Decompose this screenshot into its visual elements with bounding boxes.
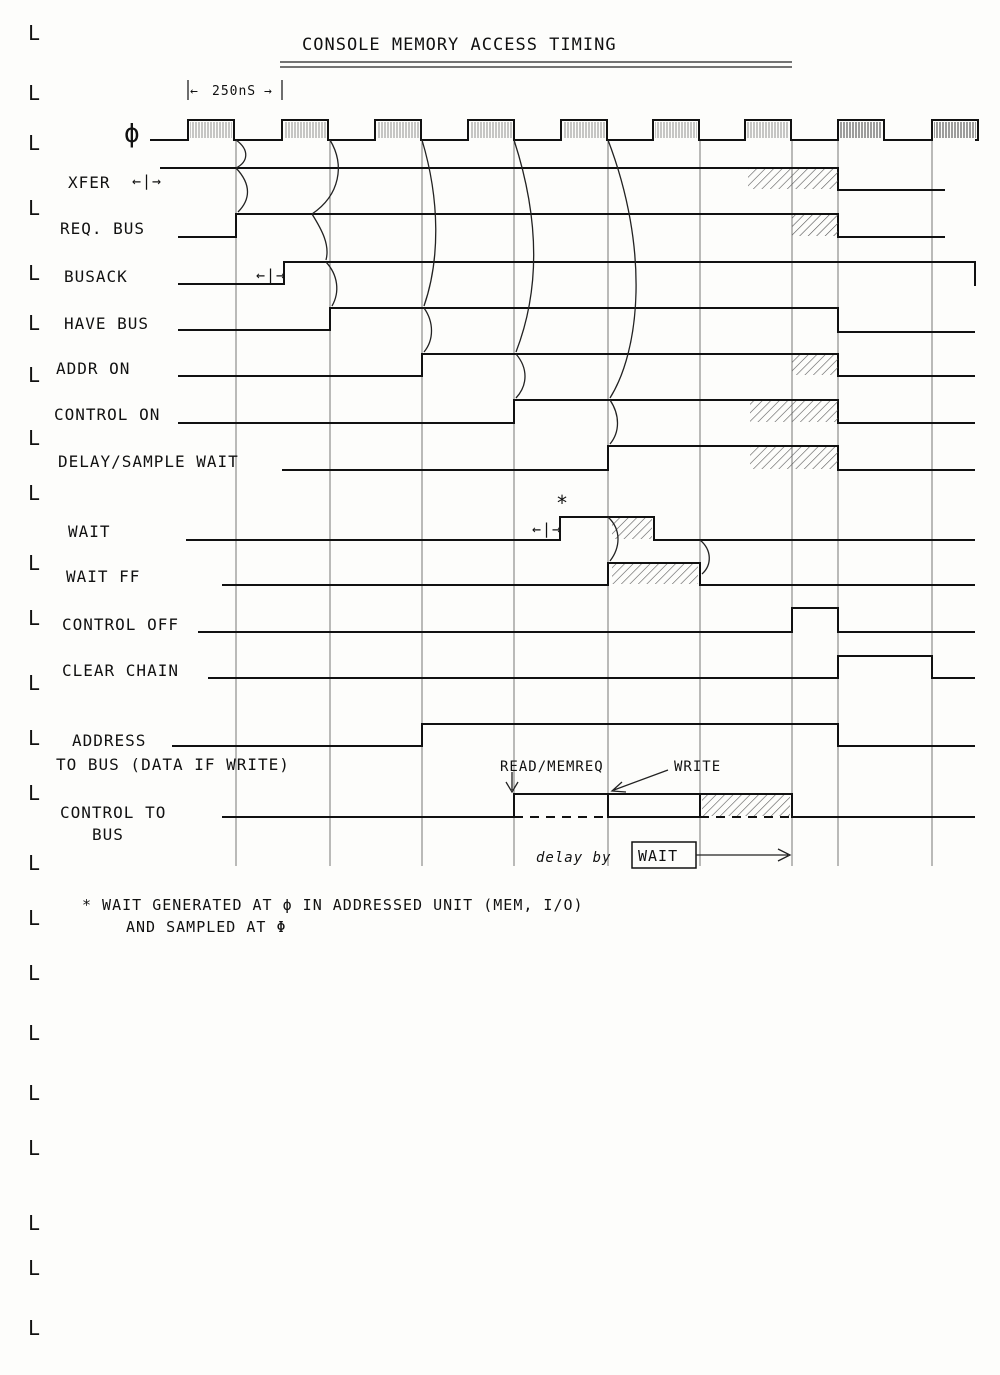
clock-pulse-shading bbox=[470, 122, 512, 138]
margin-marks bbox=[28, 21, 41, 1340]
footnote-line1: * WAIT GENERATED AT ϕ IN ADDRESSED UNIT (MEM, I/O) bbox=[82, 896, 584, 914]
label-control-to: CONTROL TO bbox=[60, 803, 167, 822]
margin-mark: L bbox=[28, 363, 42, 387]
label-address: ADDRESS bbox=[72, 731, 147, 750]
wait-box-label: WAIT bbox=[638, 847, 679, 865]
wave-wait-ff bbox=[222, 563, 975, 585]
label-control-to-line2: BUS bbox=[92, 825, 124, 844]
wait-note: ←|→ bbox=[532, 520, 563, 538]
label-wait-ff: WAIT FF bbox=[66, 567, 141, 586]
margin-mark: L bbox=[28, 21, 42, 45]
margin-mark: L bbox=[28, 906, 42, 930]
clock-pulse-shading bbox=[655, 122, 697, 138]
label-address-line2: TO BUS (DATA IF WRITE) bbox=[56, 755, 290, 774]
clock-pulse-shading bbox=[840, 122, 882, 138]
margin-mark: L bbox=[28, 1021, 42, 1045]
margin-mark: L bbox=[28, 551, 42, 575]
read-arrow bbox=[506, 772, 518, 792]
wave-addr-on bbox=[178, 354, 975, 376]
margin-mark: L bbox=[28, 606, 42, 630]
read-memreq-label: READ/MEMREQ bbox=[500, 759, 604, 775]
label-control-on: CONTROL ON bbox=[54, 405, 161, 424]
wave-control-off bbox=[198, 608, 975, 632]
margin-mark: L bbox=[28, 1256, 42, 1280]
wave-wait bbox=[186, 517, 975, 540]
margin-mark: L bbox=[28, 196, 42, 220]
wave-clear-chain bbox=[208, 656, 975, 678]
margin-mark: L bbox=[28, 1211, 42, 1235]
label-control-off: CONTROL OFF bbox=[62, 615, 179, 634]
label-clear-chain: CLEAR CHAIN bbox=[62, 661, 179, 680]
clock-pulse-shading bbox=[377, 122, 419, 138]
margin-mark: L bbox=[28, 261, 42, 285]
wave-address-to-bus bbox=[172, 724, 975, 746]
write-label: WRITE bbox=[674, 759, 722, 775]
margin-mark: L bbox=[28, 961, 42, 985]
margin-mark: L bbox=[28, 781, 42, 805]
margin-mark: L bbox=[28, 1136, 42, 1160]
wave-delay-sample-wait bbox=[282, 446, 975, 470]
label-wait: WAIT bbox=[68, 522, 111, 541]
xfer-note: ←|→ bbox=[132, 172, 163, 190]
label-xfer: XFER bbox=[68, 173, 111, 192]
margin-mark: L bbox=[28, 1316, 42, 1340]
clock-pulse-shading bbox=[747, 122, 789, 138]
margin-mark: L bbox=[28, 426, 42, 450]
clock-pulse-shading bbox=[563, 122, 605, 138]
period-arrow-left: ← bbox=[190, 84, 199, 99]
wave-control-write-edge bbox=[608, 794, 700, 817]
label-addr-on: ADDR ON bbox=[56, 359, 131, 378]
causality-arrows bbox=[236, 140, 709, 574]
margin-mark: L bbox=[28, 851, 42, 875]
hatched-regions bbox=[612, 169, 838, 816]
footnote-line2: AND SAMPLED AT Φ bbox=[126, 918, 287, 936]
margin-mark: L bbox=[28, 671, 42, 695]
period-label: 250nS bbox=[212, 84, 257, 99]
wave-control-on bbox=[178, 400, 975, 423]
clock-pulse-shading bbox=[190, 122, 232, 138]
margin-mark: L bbox=[28, 131, 42, 155]
signal-labels bbox=[54, 173, 290, 844]
label-delay-sample-wait: DELAY/SAMPLE WAIT bbox=[58, 452, 239, 471]
label-have-bus: HAVE BUS bbox=[64, 314, 150, 333]
clock-pulse-shading bbox=[284, 122, 326, 138]
write-arrow bbox=[612, 770, 668, 792]
wave-busack bbox=[178, 262, 975, 286]
label-busack: BUSACK bbox=[64, 267, 128, 286]
period-arrow-right: → bbox=[264, 84, 273, 99]
margin-mark: L bbox=[28, 726, 42, 750]
delay-arrow bbox=[696, 849, 790, 861]
margin-mark: L bbox=[28, 81, 42, 105]
clock-edge-gridlines bbox=[236, 140, 932, 866]
wait-star: * bbox=[556, 491, 570, 515]
clock-symbol: ϕ bbox=[124, 119, 141, 149]
wave-have-bus bbox=[178, 308, 975, 332]
delay-by-label: delay by bbox=[536, 850, 612, 866]
busack-note: ←|→ bbox=[256, 266, 287, 284]
diagram-title: CONSOLE MEMORY ACCESS TIMING bbox=[302, 35, 617, 55]
margin-mark: L bbox=[28, 1081, 42, 1105]
margin-mark: L bbox=[28, 481, 42, 505]
margin-mark: L bbox=[28, 311, 42, 335]
clock-pulse-shading bbox=[934, 122, 976, 138]
wave-control-to-bus bbox=[222, 794, 975, 817]
label-req-bus: REQ. BUS bbox=[60, 219, 146, 238]
clock-waveform bbox=[150, 120, 978, 140]
